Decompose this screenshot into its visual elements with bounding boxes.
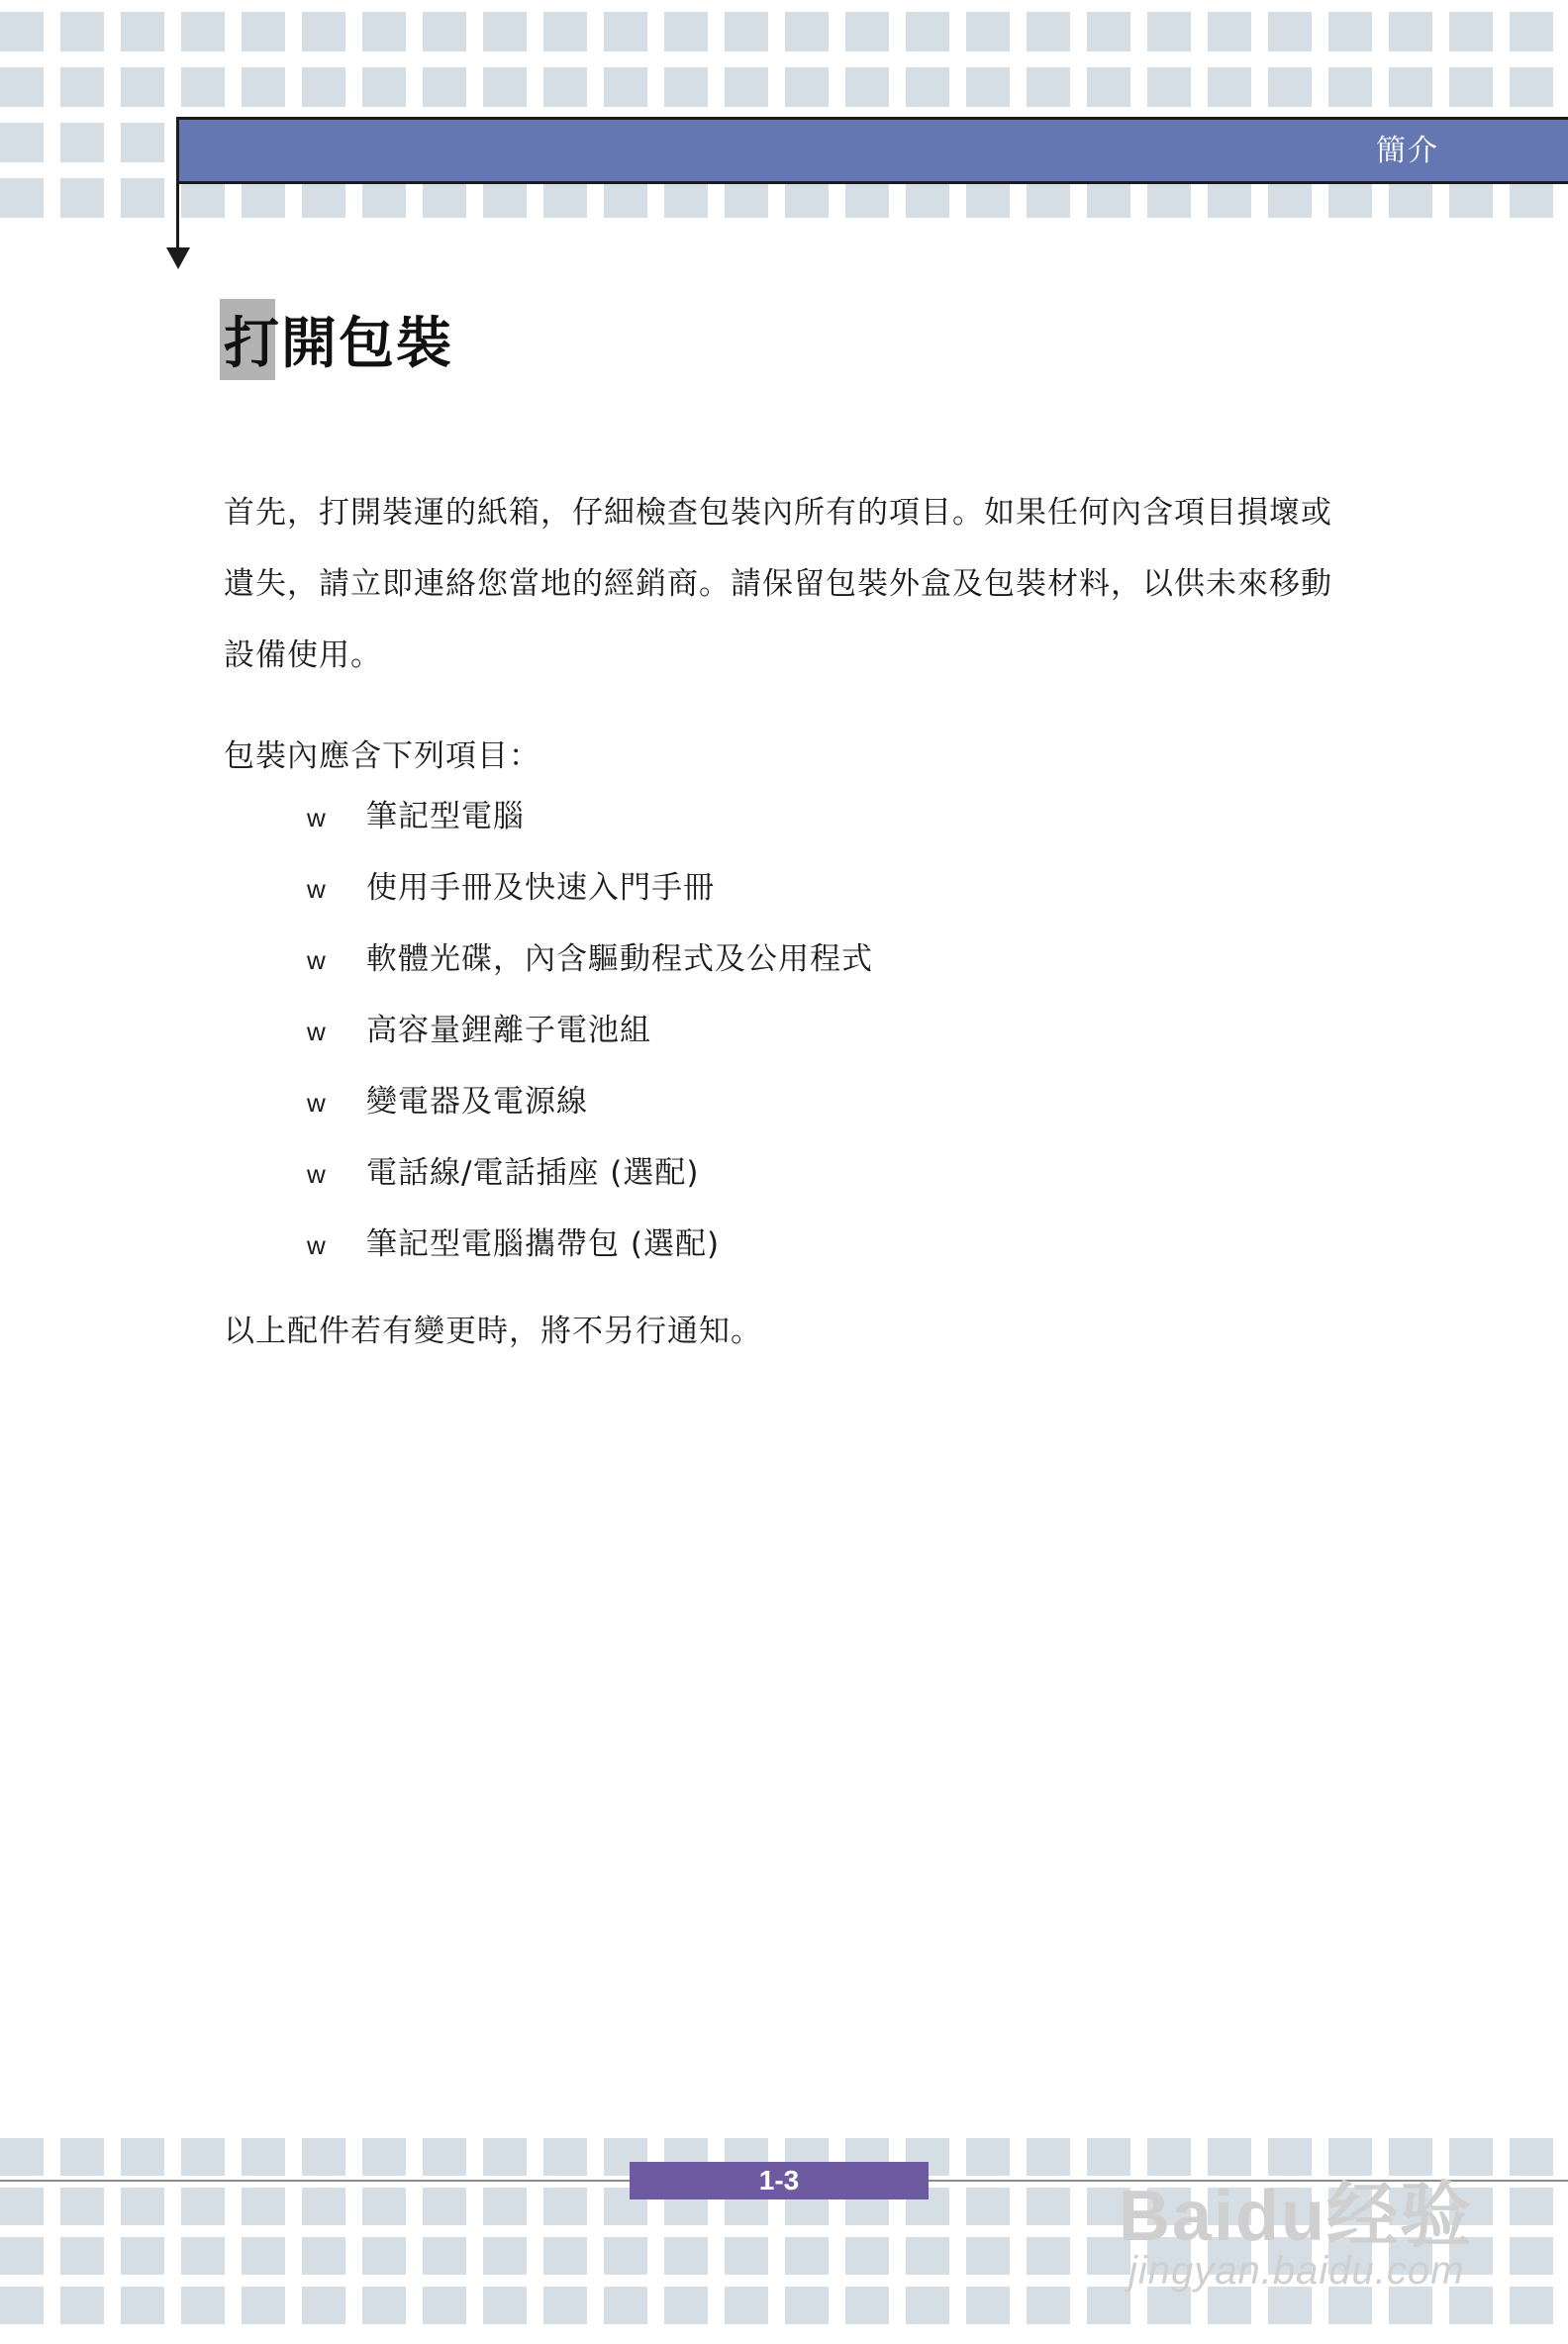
bullet-icon: w — [307, 1017, 327, 1046]
page-title: 打開包裝 — [224, 312, 453, 376]
bullet-icon: w — [307, 874, 327, 904]
list-heading: 包裝內應含下列項目： — [224, 738, 540, 774]
watermark-logo: Baidu经验 — [1119, 2177, 1474, 2256]
list-item — [307, 1148, 873, 1220]
header-connector-line — [176, 184, 179, 253]
list-item-label: 軟體光碟，內含驅動程式及公用程式 — [366, 941, 873, 977]
bullet-icon: w — [307, 803, 327, 832]
change-notice: 以上配件若有變更時，將不另行通知。 — [224, 1314, 762, 1349]
bullet-icon: w — [307, 1159, 327, 1189]
list-item — [307, 1006, 873, 1077]
bullet-icon: w — [307, 945, 327, 975]
arrow-down-icon — [166, 247, 190, 269]
list-item-label: 電話線/電話插座 (選配) — [366, 1155, 700, 1191]
list-item — [307, 792, 873, 863]
list-item — [307, 1220, 873, 1291]
package-contents-list — [307, 792, 873, 1291]
list-item-label: 使用手冊及快速入門手冊 — [366, 870, 715, 906]
watermark — [1109, 2158, 1485, 2306]
list-item — [307, 934, 873, 1006]
bullet-icon: w — [307, 1230, 327, 1260]
watermark-url: jingyan.baidu.com — [1128, 2249, 1465, 2293]
list-item-label: 高容量鋰離子電池組 — [366, 1013, 651, 1048]
chapter-title: 簡介 — [1376, 134, 1439, 168]
list-item-label: 筆記型電腦攜帶包 (選配) — [366, 1226, 721, 1262]
intro-paragraph — [224, 477, 1362, 691]
chapter-header-bar — [176, 117, 1568, 184]
list-item-label: 變電器及電源線 — [366, 1084, 588, 1120]
page-number: 1-3 — [630, 2162, 929, 2199]
intro-line: 遺失，請立即連絡您當地的經銷商。請保留包裝外盒及包裝材料，以供未來移動 — [224, 566, 1332, 602]
list-item-label: 筆記型電腦 — [366, 799, 525, 834]
intro-line: 首先，打開裝運的紙箱，仔細檢查包裝內所有的項目。如果任何內含項目損壞或 — [224, 495, 1332, 531]
list-item — [307, 863, 873, 934]
list-item — [307, 1077, 873, 1148]
intro-line: 設備使用。 — [224, 637, 382, 673]
bullet-icon: w — [307, 1088, 327, 1118]
